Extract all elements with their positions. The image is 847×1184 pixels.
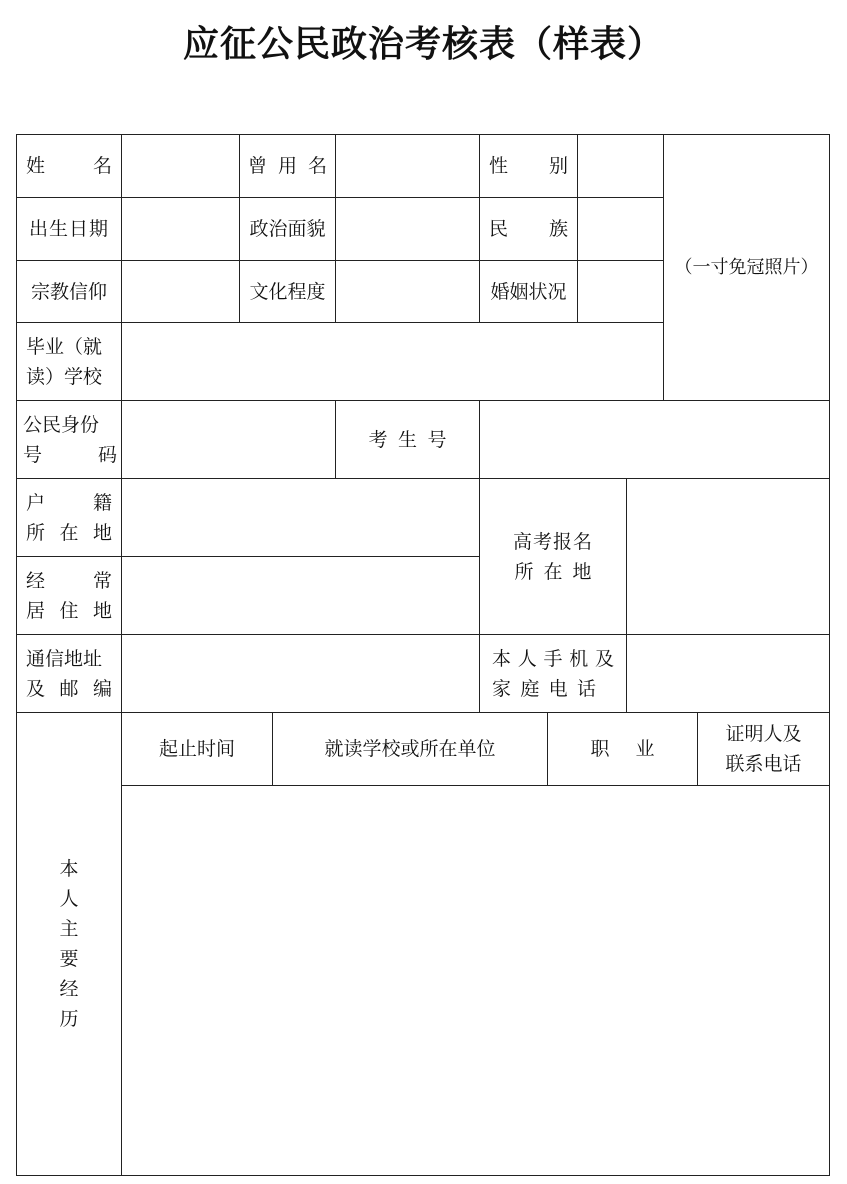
phone-field[interactable]	[627, 635, 829, 712]
exp-header-witness: 证明人及 联系电话	[725, 723, 802, 775]
form-title: 应征公民政治考核表（样表）	[182, 24, 664, 65]
exam-registration-field[interactable]	[627, 479, 829, 634]
education-field[interactable]	[336, 261, 479, 322]
religion-label: 宗教信仰	[30, 280, 107, 303]
photo-label: （一寸免冠照片）	[674, 256, 819, 278]
exp-header-period: 起止时间	[158, 738, 235, 760]
political-status-label: 政治面貌	[249, 218, 326, 240]
id-number-label: 公民身份 号 码	[23, 413, 117, 466]
name-label: 姓 名	[26, 155, 112, 177]
school-field[interactable]	[122, 323, 663, 400]
exam-number-field[interactable]	[480, 401, 829, 478]
former-name-label: 曾 用 名	[248, 155, 327, 177]
address-label: 通信地址 及 邮 编	[26, 647, 112, 700]
school-label: 毕业（就 读）学校	[26, 335, 103, 388]
education-label: 文化程度	[249, 280, 326, 303]
exam-registration-label: 高考报名 所 在 地	[512, 530, 593, 583]
photo-area[interactable]	[664, 135, 829, 400]
political-status-field[interactable]	[336, 198, 479, 260]
political-review-form	[16, 134, 830, 1176]
name-field[interactable]	[122, 135, 239, 197]
exp-header-school-unit: 就读学校或所在单位	[324, 738, 496, 760]
ethnicity-label: 民 族	[489, 218, 568, 240]
residence-label: 经 常 居 住 地	[26, 569, 112, 622]
birth-date-field[interactable]	[122, 198, 239, 260]
hukou-field[interactable]	[122, 479, 479, 556]
phone-label: 本 人 手 机 及 家 庭 电 话	[492, 647, 614, 700]
gender-field[interactable]	[578, 135, 663, 197]
former-name-field[interactable]	[336, 135, 479, 197]
birth-date-label: 出生日期	[28, 218, 109, 240]
address-field[interactable]	[122, 635, 479, 712]
hukou-label: 户 籍 所 在 地	[26, 491, 112, 544]
ethnicity-field[interactable]	[578, 198, 663, 260]
experience-field[interactable]	[122, 786, 829, 1175]
gender-label: 性 别	[489, 155, 568, 177]
religion-field[interactable]	[122, 261, 239, 322]
residence-field[interactable]	[122, 557, 479, 634]
experience-label: 本 人 主 要 经 历	[59, 858, 79, 1030]
id-number-field[interactable]	[122, 401, 335, 478]
exp-header-job: 职 业	[590, 738, 655, 760]
exam-number-label: 考 生 号	[368, 428, 447, 451]
marital-status-field[interactable]	[578, 261, 663, 322]
marital-status-label: 婚姻状况	[490, 280, 567, 303]
